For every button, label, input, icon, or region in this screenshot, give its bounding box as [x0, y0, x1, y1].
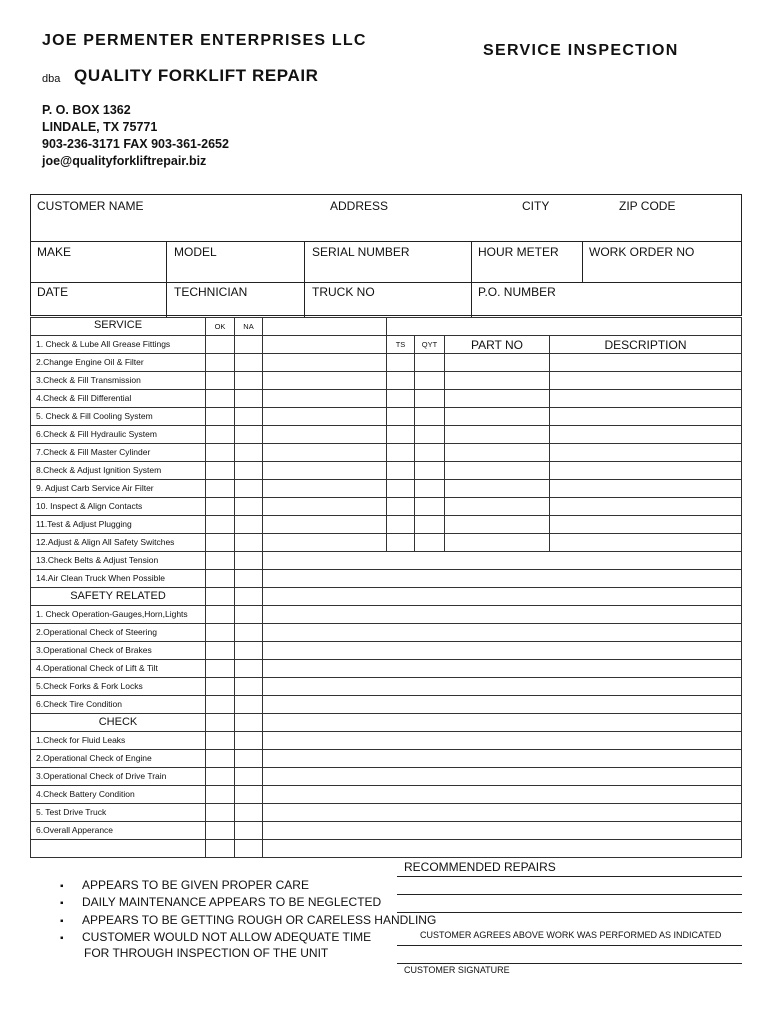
service-item: 8.Check & Adjust Ignition System	[36, 465, 162, 475]
serial-number-field[interactable]: SERIAL NUMBER	[312, 245, 410, 259]
check-heading: CHECK	[98, 716, 138, 728]
service-item: 11.Test & Adjust Plugging	[36, 519, 132, 529]
service-item: 3.Check & Fill Transmission	[36, 375, 141, 385]
bullet-icon: ▪	[60, 933, 64, 944]
make-field[interactable]: MAKE	[37, 245, 72, 259]
bullet-icon: ▪	[60, 881, 64, 892]
check-item: 2.Operational Check of Engine	[36, 753, 152, 763]
qyt-column-heading: QYT	[421, 340, 438, 349]
description-column-heading: DESCRIPTION	[604, 338, 687, 352]
document-title: SERVICE INSPECTION	[483, 42, 679, 59]
safety-item: 4.Operational Check of Lift & Tilt	[36, 663, 158, 673]
technician-field[interactable]: TECHNICIAN	[174, 285, 248, 299]
condition-option[interactable]: ▪ DAILY MAINTENANCE APPEARS TO BE NEGLECTED	[60, 895, 382, 909]
service-item: 6.Check & Fill Hydraulic System	[36, 429, 157, 439]
condition-option[interactable]: ▪ CUSTOMER WOULD NOT ALLOW ADEQUATE TIME	[60, 930, 372, 944]
bullet-icon: ▪	[60, 916, 64, 927]
po-number-field[interactable]: P.O. NUMBER	[478, 285, 556, 299]
address-line: LINDALE, TX 75771	[42, 120, 158, 134]
safety-item: 5.Check Forks & Fork Locks	[36, 681, 143, 691]
condition-option[interactable]: ▪ APPEARS TO BE GETTING ROUGH OR CARELESS HANDLING	[60, 913, 437, 927]
service-heading: SERVICE	[93, 319, 143, 331]
check-item: 5. Test Drive Truck	[36, 807, 107, 817]
ts-column-heading: TS	[395, 340, 406, 349]
city-field[interactable]: CITY	[522, 199, 550, 213]
safety-item: 1. Check Operation-Gauges,Horn,Lights	[36, 609, 188, 619]
safety-item: 3.Operational Check of Brakes	[36, 645, 152, 655]
service-item: 7.Check & Fill Master Cylinder	[36, 447, 151, 457]
company-name: JOE PERMENTER ENTERPRISES LLC	[42, 32, 367, 49]
service-item: 10. Inspect & Align Contacts	[36, 501, 143, 511]
phone-fax-line: 903-236-3171 FAX 903-361-2652	[42, 137, 229, 151]
hour-meter-field[interactable]: HOUR METER	[478, 245, 559, 259]
dba-prefix: dba	[42, 73, 61, 85]
condition-option-continuation: FOR THROUGH INSPECTION OF THE UNIT	[84, 946, 329, 960]
service-item: 9. Adjust Carb Service Air Filter	[36, 483, 154, 493]
work-order-no-field[interactable]: WORK ORDER NO	[589, 245, 695, 259]
date-field[interactable]: DATE	[37, 285, 69, 299]
recommended-repairs-heading: RECOMMENDED REPAIRS	[404, 860, 556, 874]
customer-name-field[interactable]: CUSTOMER NAME	[37, 199, 144, 213]
check-item: 3.Operational Check of Drive Train	[36, 771, 167, 781]
service-item: 2.Change Engine Oil & Filter	[36, 357, 144, 367]
address-field[interactable]: ADDRESS	[330, 199, 389, 213]
dba-name: QUALITY FORKLIFT REPAIR	[74, 66, 319, 85]
truck-no-field[interactable]: TRUCK NO	[312, 285, 375, 299]
address-line: P. O. BOX 1362	[42, 103, 131, 117]
check-item: 4.Check Battery Condition	[36, 789, 135, 799]
zip-code-field[interactable]: ZIP CODE	[619, 199, 676, 213]
model-field[interactable]: MODEL	[174, 245, 217, 259]
customer-agreement-text: CUSTOMER AGREES ABOVE WORK WAS PERFORMED AS INDICATED	[420, 930, 722, 940]
part-no-column-heading: PART NO	[470, 338, 523, 352]
bullet-icon: ▪	[60, 898, 64, 909]
safety-item: 6.Check Tire Condition	[36, 699, 122, 709]
email-line: joe@qualityforkliftrepair.biz	[42, 154, 207, 168]
customer-signature-label[interactable]: CUSTOMER SIGNATURE	[404, 965, 510, 975]
check-item: 6.Overall Apperance	[36, 825, 114, 835]
condition-option[interactable]: ▪ APPEARS TO BE GIVEN PROPER CARE	[60, 878, 309, 892]
service-item: 5. Check & Fill Cooling System	[36, 411, 153, 421]
na-column-heading: NA	[243, 322, 254, 331]
service-item: 1. Check & Lube All Grease Fittings	[36, 339, 171, 349]
safety-related-heading: SAFETY RELATED	[70, 590, 166, 602]
safety-item: 2.Operational Check of Steering	[36, 627, 157, 637]
service-item: 12.Adjust & Align All Safety Switches	[36, 537, 175, 547]
service-item: 13.Check Belts & Adjust Tension	[36, 555, 159, 565]
service-item: 4.Check & Fill Differential	[36, 393, 132, 403]
ok-column-heading: OK	[214, 322, 226, 331]
check-item: 1.Check for Fluid Leaks	[36, 735, 126, 745]
service-item: 14.Air Clean Truck When Possible	[36, 573, 165, 583]
